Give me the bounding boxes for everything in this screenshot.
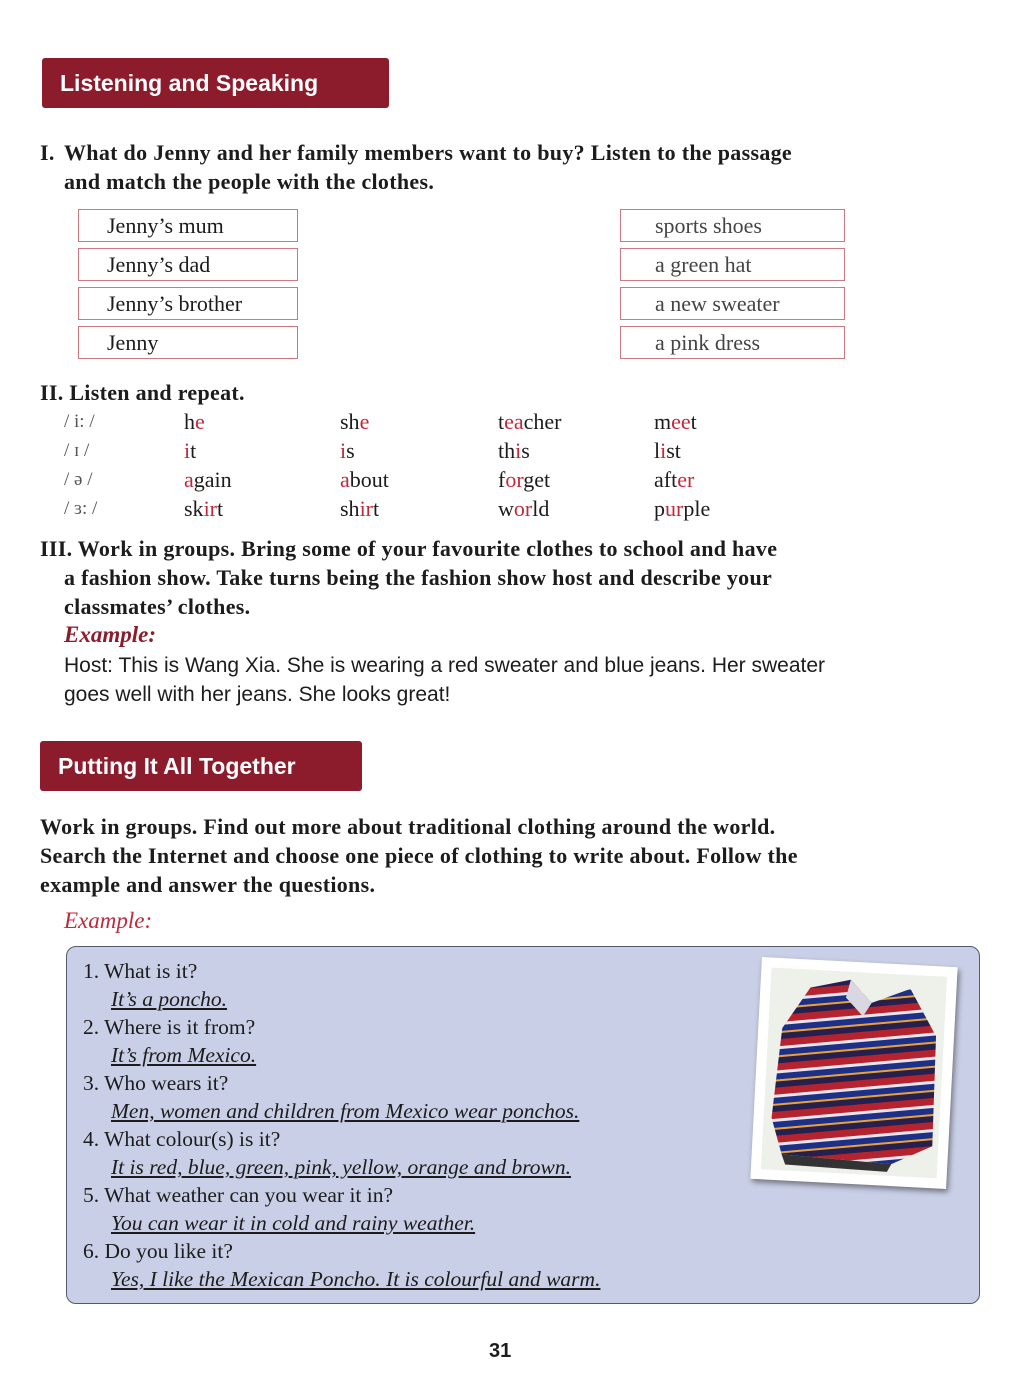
phonics-word: is [340, 438, 355, 463]
match-box-clothes[interactable]: a green hat [620, 248, 845, 281]
phonics-word: this [498, 438, 530, 463]
phonics-word: shirt [340, 496, 380, 521]
match-box-person[interactable]: Jenny’s dad [78, 248, 298, 281]
answer-text: Men, women and children from Mexico wear ponchos. [111, 1099, 580, 1123]
phonics-word: world [498, 496, 550, 521]
poncho-image [761, 968, 947, 1179]
phonics-word: after [654, 467, 695, 492]
section-title: Listening and Speaking [60, 70, 319, 96]
page-number: 31 [489, 1340, 512, 1362]
example-label: Example: [64, 622, 156, 647]
task-2-heading: II. Listen and repeat. [40, 380, 245, 405]
answer-text: It’s a poncho. [111, 987, 228, 1011]
answer-text: It is red, blue, green, pink, yellow, orange and brown. [111, 1155, 571, 1179]
question-text: 1. What is it? [83, 959, 198, 983]
example-label: Example: [64, 908, 153, 933]
phonetic-symbol: / ə / [64, 469, 93, 490]
question-text: 4. What colour(s) is it? [83, 1127, 281, 1151]
qa-list [83, 957, 600, 1293]
question-text: 2. Where is it from? [83, 1015, 256, 1039]
match-box-person[interactable]: Jenny’s brother [78, 287, 298, 320]
section-banner-listening [42, 58, 389, 108]
phonics-word: it [184, 438, 197, 463]
phonics-word: list [654, 438, 681, 463]
section-banner-putting-together [40, 741, 362, 791]
match-box-clothes[interactable]: sports shoes [620, 209, 845, 242]
phonetic-symbol: / ɜ: / [64, 498, 98, 519]
phonics-word: skirt [184, 496, 224, 521]
question-text: 3. Who wears it? [83, 1071, 229, 1095]
phonics-word: he [184, 409, 205, 434]
host-example: Host: This is Wang Xia. She is wearing a red sweater and blue jeans. Her sweater goes well with her jeans. She looks great! [64, 654, 826, 706]
question-text: 5. What weather can you wear it in? [83, 1183, 394, 1207]
match-box-person[interactable]: Jenny’s mum [78, 209, 298, 242]
section-2-instruction: Work in groups. Find out more about traditional clothing around the world. Search the Internet and choose one piece of clothing to write about. Follow the example and answer the questions. [40, 814, 798, 897]
phonetic-symbol: / ɪ / [64, 440, 90, 461]
phonics-word: meet [654, 409, 697, 434]
task-3-instruction: III. Work in groups. Bring some of your favourite clothes to school and have a fashion show. Take turns being the fashion show host and describe your classmates’ clothes. [40, 536, 778, 619]
answer-text: You can wear it in cold and rainy weather. [111, 1211, 476, 1235]
phonics-word: teacher [498, 409, 562, 434]
phonics-word: about [340, 467, 389, 492]
task-1-instruction: I. What do Jenny and her family members want to buy? Listen to the passage and match the people with the clothes. [40, 140, 792, 194]
phonics-word: forget [498, 467, 551, 492]
question-text: 6. Do you like it? [83, 1239, 233, 1263]
phonics-word: again [184, 467, 232, 492]
phonics-word: she [340, 409, 370, 434]
match-box-person[interactable]: Jenny [78, 326, 298, 359]
phonetic-symbol: / i: / [64, 411, 95, 432]
phonics-word: purple [654, 496, 711, 521]
answer-text: It’s from Mexico. [111, 1043, 257, 1067]
poncho-photo [750, 957, 957, 1189]
match-box-clothes[interactable]: a new sweater [620, 287, 845, 320]
match-box-clothes[interactable]: a pink dress [620, 326, 845, 359]
answer-text: Yes, I like the Mexican Poncho. It is colourful and warm. [111, 1267, 601, 1291]
phonics-table [64, 407, 764, 527]
section-title: Putting It All Together [58, 753, 296, 779]
